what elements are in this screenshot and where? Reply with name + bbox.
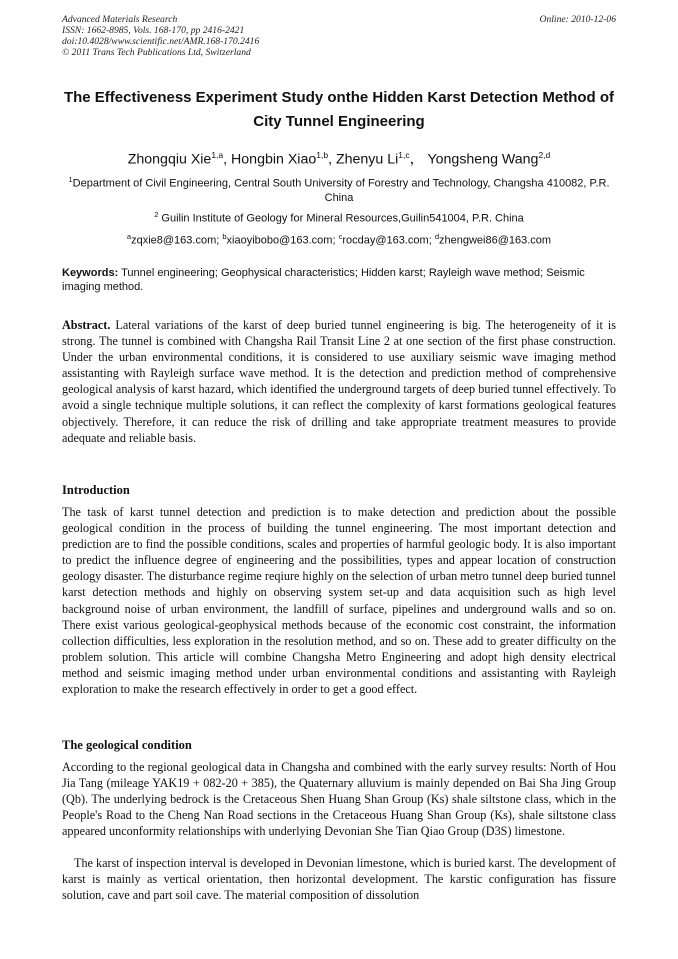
journal-name: Advanced Materials Research — [62, 14, 178, 25]
author-affiliation-mark: 1,b — [316, 150, 329, 160]
keywords-label: Keywords: — [62, 267, 119, 279]
author-separator: ， — [409, 151, 428, 168]
abstract-block — [62, 317, 616, 446]
section-heading-geological-condition: The geological condition — [62, 738, 192, 752]
email-mark: d — [434, 232, 439, 241]
email-address: zhengwei86@163.com — [439, 234, 552, 247]
geological-paragraph-1: According to the regional geological data in Changsha and combined with the early survey results: North of Hou Jia Tang (mileage YAK19 + 082-20 + 385), the Quaternary alluvium is mainly depended on Bai Sha Jing Group (Qb). The underlying bedrock is the Cretaceous Shen Huang Shan Group (Ks) shale siltstone class, which in the People's Road to the Cheng Nan Road sections in the Cretaceous Huang Shan Group (Ks), shale siltstone class appeared unconformity relationships with underlying Devonian She Tian Qiao Group (D3S) limestone. — [62, 760, 616, 839]
affiliation-1 — [62, 173, 616, 205]
affiliation-mark: 2 — [154, 210, 159, 219]
copyright-line: © 2011 Trans Tech Publications Ltd, Switzerland — [62, 47, 251, 58]
author-name: Yongsheng Wang — [427, 151, 539, 168]
author-name: Hongbin Xiao — [231, 151, 317, 168]
author-separator: , — [223, 151, 232, 168]
keywords-block — [62, 266, 616, 294]
affiliation-text: Department of Civil Engineering, Central South University of Forestry and Technology, Changsha 410082, P.R. China — [72, 177, 610, 204]
author-list — [62, 145, 616, 170]
issn-line: ISSN: 1662-8985, Vols. 168-170, pp 2416-2421 — [62, 25, 245, 36]
abstract-label: Abstract. — [62, 318, 111, 332]
email-list — [62, 230, 616, 248]
author-name: Zhenyu Li — [335, 151, 399, 168]
affiliation-2 — [62, 208, 616, 226]
author-affiliation-mark: 2,d — [538, 150, 551, 160]
email-address: rocday@163.com; — [342, 234, 435, 247]
keywords-text: Tunnel engineering; Geophysical characteristics; Hidden karst; Rayleigh wave method; Seismic imaging method. — [62, 267, 585, 293]
author-name: Zhongqiu Xie — [127, 151, 212, 168]
affiliation-text: Guilin Institute of Geology for Mineral Resources,Guilin541004, P.R. China — [158, 212, 524, 225]
author-separator: , — [328, 151, 336, 168]
journal-header — [62, 14, 616, 58]
section-heading-introduction: Introduction — [62, 483, 130, 497]
author-affiliation-mark: 1,c — [398, 150, 410, 160]
paper-title: The Effectiveness Experiment Study onthe Hidden Karst Detection Method of City Tunnel Engineering — [63, 89, 615, 130]
online-date: Online: 2010-12-06 — [539, 14, 616, 25]
email-address: zqxie8@163.com; — [131, 234, 223, 247]
geological-paragraph-2: The karst of inspection interval is developed in Devonian limestone, which is buried karst. The development of karst is mainly as vertical orientation, then horizontal development. The karstic configuration has fissure solution, cave and part soil cave. The material composition of dissolution — [62, 856, 616, 903]
author-affiliation-mark: 1,a — [211, 150, 224, 160]
email-mark: b — [222, 232, 227, 241]
affiliation-mark: 1 — [68, 175, 73, 184]
email-address: xiaoyibobo@163.com; — [226, 234, 339, 247]
email-mark: c — [338, 232, 343, 241]
email-mark: a — [126, 232, 132, 241]
introduction-paragraph: The task of karst tunnel detection and prediction is to make detection and prediction about the possible geological condition in the process of building the tunnel engineering. The most important detection and prediction are to find the possible conditions, scales and properties of harmful geologic body. It is also important to predict the influence degree of engineering and the possibilities, types and appear location of construction geology disaster. The disturbance regime reqiure highly on the selection of urban metro tunnel deep buried tunnel karst detection methods and highly on observing system set-up and data acquisition such as high level background noise of urban environment, the landfill of surface, pipelines and underground walls and so on. There exist various geological-geophysical methods because of the economic cost constraint, the information collection difficulties, less exploration in the resolution method, and so on. These add to greater difficulty on the problem solution. This article will combine Changsha Metro Engineering and adopt high density electrical method and seismic imaging method under urban environmental conditions and assistanting with Rayleigh exploration to make the research effectively in order to get a good effect. — [62, 505, 616, 697]
doi-line: doi:10.4028/www.scientific.net/AMR.168-170.2416 — [62, 36, 260, 47]
abstract-text: Lateral variations of the karst of deep buried tunnel engineering is big. The heterogeneity of it is strong. The tunnel is combined with Changsha Rail Transit Line 2 at one section of the first phase construction. Under the urban environmental conditions, it is considered to use auxiliary seismic wave imaging method assistanting with Rayleigh surface wave method. It is the detection and prediction method of comprehensive geological analysis of karst hazard, which identified the underground targets of deep buried tunnel effectively. To avoid a single technique multiple solutions, it can reflect the complexity of karst formations geological features objectively. Therefore, it can reduce the risk of drilling and take appropriate treatment measures to provide adequate and reliable basis. — [62, 318, 616, 445]
